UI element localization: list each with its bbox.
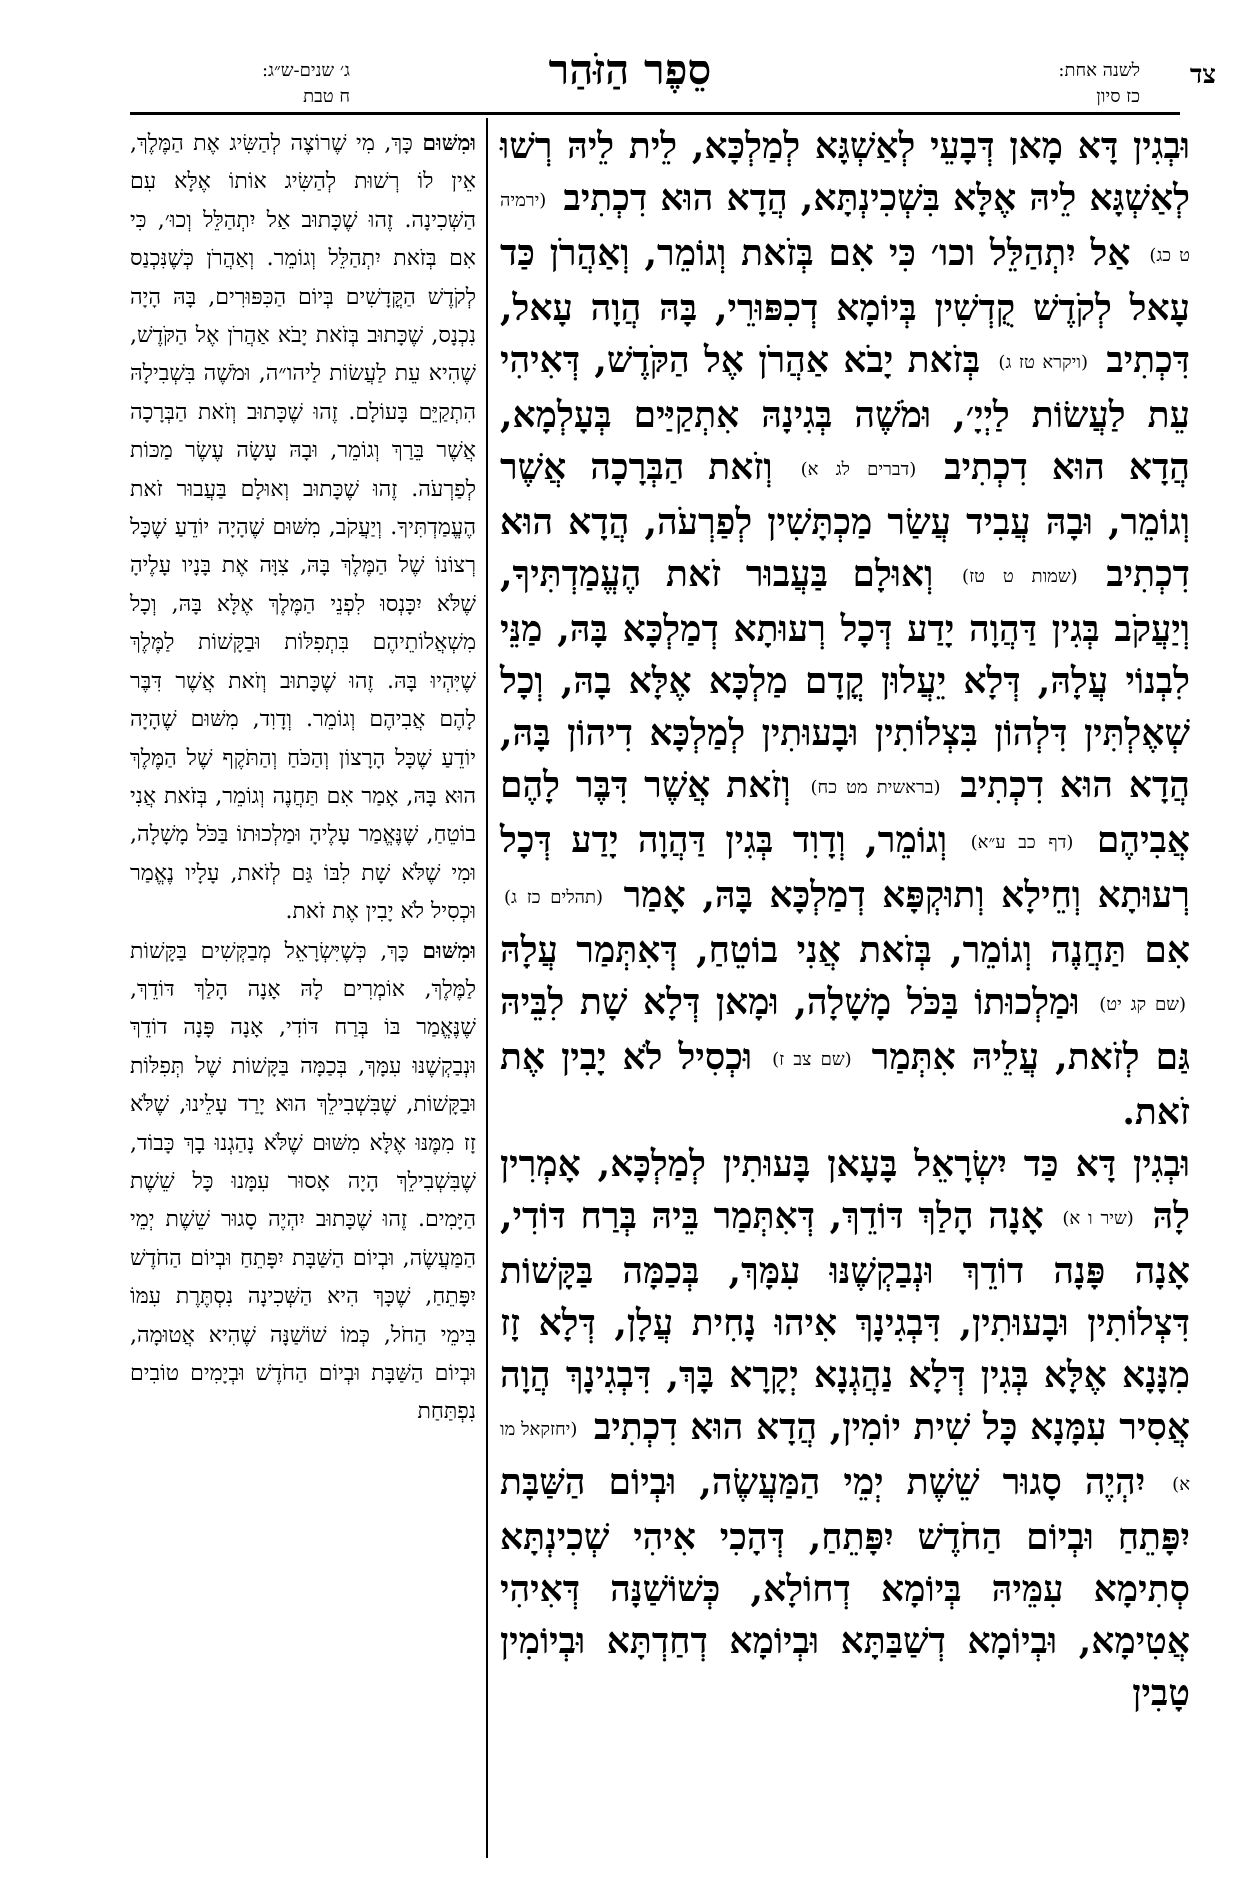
schedule-date-one-year: כז סיון [1096, 86, 1140, 107]
verse-citation: (שם צב ז) [772, 1049, 852, 1070]
translation-paragraph-2 [130, 932, 476, 1432]
schedule-label-three-years: ג׳ שנים-ש״ג: [261, 60, 350, 81]
main-text-segment: וּכְסִיל לֹא יָבִין אֶת זֹאת. [500, 1036, 1190, 1133]
verse-citation: (בראשית מט כח) [810, 777, 941, 798]
study-schedule-one-year [940, 58, 1140, 110]
verse-citation: (ירמיה ט כג) [500, 190, 1190, 266]
main-text-segment: אַל יִתְהַלֵּל וכו׳ כִּי אִם בְּזֹאת וְגוֹמֵר, וְאַהֲרֹן כַּד עָאל לְקֹדֶשׁ קֻדְשִׁין בְּיוֹמָא דְכִפּוּרֵי, בָּהּ הֲוָה עָאל, דִּכְתִיב [500, 232, 1190, 381]
schedule-date-three-years: ח טבת [303, 86, 350, 107]
main-text-segment: וּבְגִין דָּא כַּד יִשְׂרָאֵל בָּעָאן בָּעוּתִין לְמַלְכָּא, אָמְרִין לָהּ [500, 1143, 1190, 1237]
paragraph-lead-word: וּמִשּׁוּם [422, 130, 476, 156]
main-text-segment: וּמַלְכוּתוֹ בַּכֹּל מָשָׁלָה, וּמָאן דְּלָא שָׁת לִבֵּיהּ גַּם לְזֹאת, עֲלֵיהּ אִתְּמַר [500, 981, 1191, 1078]
main-text-segment: וְאוּלָם בַּעֲבוּר זֹאת הֶעֱמַדְתִּיךָ, וְיַעֲקֹב בְּגִין דַּהֲוָה יָדַע דְּכָל רְעוּתָא דְמַלְכָּא בָּהּ, מַנֵּי לִבְנוֹי עֲלָהּ, דְּלָא יֵעֲלוּן קֳדָם מַלְכָּא אֶלָּא בָהּ, וְכָל שְׁאֶלְתִּין דִּלְהוֹן בִּצְלוֹתִין וּבָעוּתִין לְמַלְכָּא דִיהוֹן בָּהּ, הֲדָא הוּא דִכְתִיב [500, 553, 1190, 806]
main-text-segment: אִם תַּחֲנֶה וְגוֹמֵר, בְּזֹאת אֲנִי בוֹטֵחַ, דְּאִתְּמַר עֲלָהּ [500, 929, 1190, 971]
main-text-segment: בְּזֹאת יָבֹא אַהֲרֹן אֶל הַקֹּדֶשׁ, דְּאִיהִי עֵת לַעֲשׂוֹת לַיְיָ׳, וּמֹשֶׁה בְּגִינָהּ אִתְקַיַּים בְּעָלְמָא, הֲדָא הוּא דִכְתִיב [500, 339, 1190, 488]
study-schedule-three-years [130, 58, 350, 110]
main-paragraph-1 [500, 120, 1190, 1138]
main-text-segment: יִהְיֶה סָגוּר שֵׁשֶׁת יְמֵי הַמַּעֲשֶׂה, וּבְיוֹם הַשַּׁבָּת יִפָּתֵחַ וּבְיוֹם הַחֹדֶשׁ יִפָּתֵחַ, דְּהָכִי אִיהִי שְׁכִינְתָּא סְתִימָא עִמֵּיהּ בְּיוֹמָא דְחוֹלָא, כְּשׁוֹשַׁנָּה דְּאִיהִי אֲטִימָא, וּבְיוֹמָא דְשַׁבַּתָּא וּבְיוֹמָא דְחַדְתָּא וּבְיוֹמִין טָבִין [500, 1461, 1190, 1714]
column-divider [486, 118, 488, 1858]
translation-text: כָּךְ, מִי שֶׁרוֹצֶה לְהַשִּׂיג אֶת הַמֶּלֶךְ, אֵין לוֹ רְשׁוּת לְהַשִּׂיג אוֹתוֹ אֶלָּא עִם הַשְּׁכִינָה. זֶהוּ שֶׁכָּתוּב אַל יִתְהַלֵּל וְכוּ׳, כִּי אִם בְּזֹאת יִתְהַלֵּל וְגוֹמֵר. וְאַהֲרֹן כְּשֶׁנִּכְנַס לְקֹדֶשׁ הַקֳּדָשִׁים בְּיוֹם הַכִּפּוּרִים, בָּהּ הָיָה נִכְנָס, שֶׁכָּתוּב בְּזֹאת יָבֹא אַהֲרֹן אֶל הַקֹּדֶשׁ, שֶׁהִיא עֵת לַעֲשׂוֹת לַיהו״ה, וּמֹשֶׁה בִּשְׁבִילָהּ הִתְקַיֵּם בָּעוֹלָם. זֶהוּ שֶׁכָּתוּב וְזֹאת הַבְּרָכָה אֲשֶׁר בֵּרַךְ וְגוֹמֵר, וּבָהּ עָשָׂה עֶשֶׂר מַכּוֹת לְפַרְעֹה. זֶהוּ שֶׁכָּתוּב וְאוּלָם בַּעֲבוּר זֹאת הֶעֱמַדְתִּיךָ. וְיַעֲקֹב, מִשּׁוּם שֶׁהָיָה יוֹדֵעַ שֶׁכָּל רְצוֹנוֹ שֶׁל הַמֶּלֶךְ בָּהּ, צִוָּה אֶת בָּנָיו עָלֶיהָ שֶׁלֹּא יִכָּנְסוּ לִפְנֵי הַמֶּלֶךְ אֶלָּא בָּהּ, וְכָל מִשְׁאֲלוֹתֵיהֶם בִּתְפִלּוֹת וּבַקָּשׁוֹת לַמֶּלֶךְ שֶׁיִּהְיוּ בָּהּ. זֶהוּ שֶׁכָּתוּב וְזֹאת אֲשֶׁר דִּבֶּר לָהֶם אֲבִיהֶם וְגוֹמֵר. וְדָוִד, מִשּׁוּם שֶׁהָיָה יוֹדֵעַ שֶׁכָּל הָרָצוֹן וְהַכֹּחַ וְהַתֹּקֶף שֶׁל הַמֶּלֶךְ הוּא בָּהּ, אָמַר אִם תַּחֲנֶה וְגוֹמֵר, בְּזֹאת אֲנִי בוֹטֵחַ, שֶׁנֶּאֱמַר עָלֶיהָ וּמַלְכוּתוֹ בַּכֹּל מָשָׁלָה, וּמִי שֶׁלֹּא שָׁת לִבּוֹ גַּם לְזֹאת, עָלָיו נֶאֱמַר וּכְסִיל לֹא יָבִין אֶת זֹאת. [130, 131, 476, 925]
verse-citation: (יחזקאל מו א) [500, 1419, 1190, 1495]
main-text-segment: אָנָה הָלַךְ דּוֹדֵךְ, דְּאִתְּמַר בֵּיהּ בְּרַח דּוֹדִי, אָנָה פָּנָה דוֹדֵךְ וּנְבַקְשֶׁנּוּ עִמָּךְ, בְּכַמָּה בַּקָּשׁוֹת דִּצְלוֹתִין וּבָעוּתִין, דִּבְגִינָךְ אִיהוּ נָחִית עֲלָן, דְּלָא זָז מִנָּנָא אֶלָּא בְּגִין דְּלָא נַהֲגְנָא יְקָרָא בָּךְ, דִּבְגִינָךְ הֲוָה אֲסִיר עִמָּנָא כָּל שִׁית יוֹמִין, הֲדָא הוּא דִכְתִיב [500, 1195, 1190, 1448]
verse-citation: (שם קג יט) [1099, 994, 1186, 1015]
main-text-segment: וְגוֹמֵר, וְדָוִד בְּגִין דַּהֲוָה יָדַע דְּכָל רְעוּתָא וְחֵילָא וְתוּקְפָּא דְמַלְכָּא בָּהּ, אָמַר [500, 819, 1190, 916]
paragraph-lead-word: וּמִשּׁוּם [422, 937, 476, 964]
main-text-segment: וְזֹאת הַבְּרָכָה אֲשֶׁר וְגוֹמֵר, וּבָהּ עֲבִיד עֲשַׂר מַכְתָּשִׁין לְפַרְעֹה, הֲדָא הוּא דִכְתִיב [500, 446, 1190, 595]
main-text-segment: וְזֹאת אֲשֶׁר דִּבֶּר לָהֶם אֲבִיהֶם [500, 764, 1190, 861]
verse-citation: (דברים לג א) [800, 459, 917, 480]
folio-reference: (דף כב ע״א) [970, 832, 1074, 853]
verse-citation: (תהלים כז ג) [504, 887, 604, 908]
verse-citation: (ויקרא טז ג) [998, 352, 1088, 373]
page-number: צד [1189, 60, 1216, 90]
translation-paragraph-1 [130, 124, 476, 932]
schedule-label-one-year: לשנה אחת: [1058, 60, 1140, 81]
translation-column [130, 124, 476, 1432]
main-paragraph-2 [500, 1138, 1190, 1719]
verse-citation: (שמות ט טז) [962, 566, 1078, 587]
book-title: סֵפֶר הַזֹּהַר [548, 45, 712, 94]
verse-citation: (שיר ו א) [1062, 1208, 1134, 1229]
main-text-column [500, 120, 1190, 1719]
main-text-segment: וּבְגִין דָּא מָאן דְּבָעֵי לְאַשְׁגָּא לְמַלְכָּא, לֵית לֵיהּ רְשׁוּ לְאַשְׁגָּא לֵיהּ אֶלָּא בִּשְׁכִינְתָּא, הֲדָא הוּא דִכְתִיב [500, 125, 1190, 219]
header-divider [130, 112, 1180, 115]
translation-text: כָּךְ, כְּשֶׁיִּשְׂרָאֵל מְבַקְּשִׁים בַּקָּשׁוֹת לַמֶּלֶךְ, אוֹמְרִים לָהּ אָנָה הָלַךְ דּוֹדֵךְ, שֶׁנֶּאֱמַר בּוֹ בְּרַח דּוֹדִי, אָנָה פָּנָה דוֹדֵךְ וּנְבַקְשֶׁנּוּ עִמָּךְ, בְּכַמָּה בַּקָּשׁוֹת שֶׁל תְּפִלּוֹת וּבַקָּשׁוֹת, שֶׁבִּשְׁבִילֵךְ הוּא יָרַד עָלֵינוּ, שֶׁלֹּא זָז מִמֶּנּוּ אֶלָּא מִשּׁוּם שֶׁלֹּא נָהַגְנוּ בָךְ כָּבוֹד, שֶׁבִּשְׁבִילֵךְ הָיָה אָסוּר עִמָּנוּ כָּל שֵׁשֶׁת הַיָּמִים. זֶהוּ שֶׁכָּתוּב יִהְיֶה סָגוּר שֵׁשֶׁת יְמֵי הַמַּעֲשֶׂה, וּבְיוֹם הַשַּׁבָּת יִפָּתֵחַ וּבְיוֹם הַחֹדֶשׁ יִפָּתֵחַ, שֶׁכָּךְ הִיא הַשְּׁכִינָה נִסְתֶּרֶת עִמּוֹ בִּימֵי הַחֹל, כְּמוֹ שׁוֹשַׁנָּה שֶׁהִיא אֲטוּמָה, וּבְיוֹם הַשַּׁבָּת וּבְיוֹם הַחֹדֶשׁ וּבְיָמִים טוֹבִים נִפְתַּחַת [130, 938, 476, 1425]
